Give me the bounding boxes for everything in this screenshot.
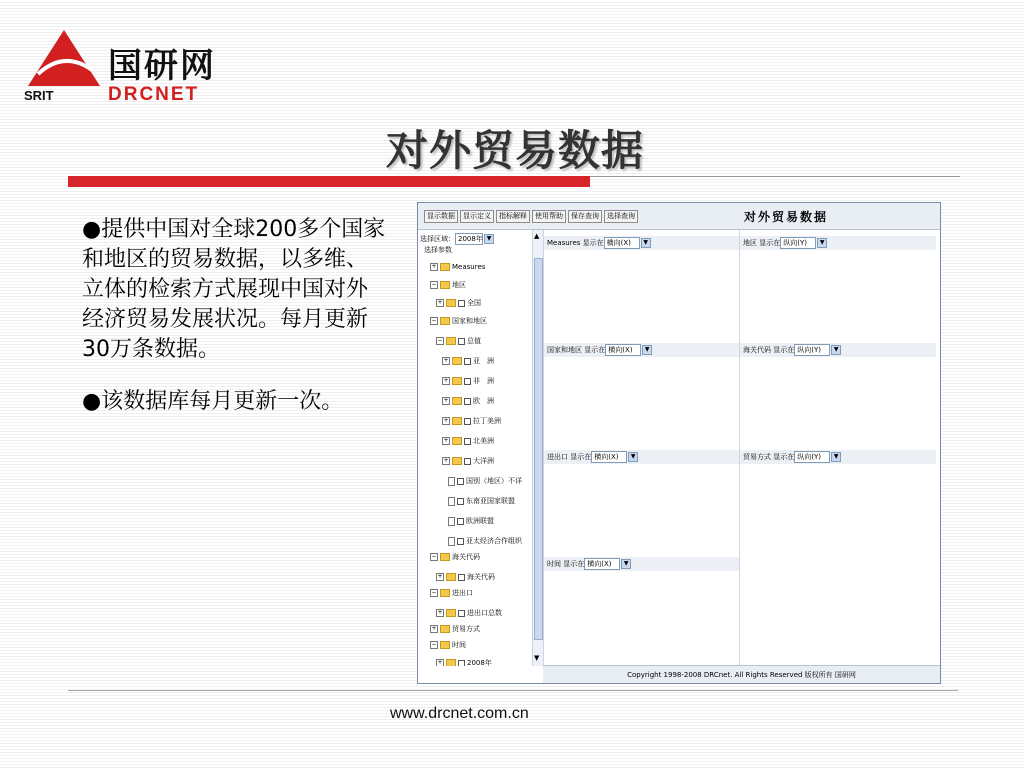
tree-node-asean[interactable]: 东南亚国家联盟 [448,496,515,506]
tree-node-north-america[interactable]: + 北美洲 [443,437,494,445]
panel-header: 地区 显示在 纵向(Y) ▼ [740,236,936,250]
expand-icon[interactable]: + [443,437,449,444]
tree-node-region[interactable]: − 地区 [431,281,466,289]
show-data-button[interactable]: 显示数据 [424,210,458,223]
dimension-panel-time [543,551,740,665]
expand-icon[interactable]: + [443,377,449,384]
tree-node-europe[interactable]: + 欧 洲 [443,397,494,405]
axis-select[interactable]: 横向(X) [604,237,640,249]
chevron-down-icon[interactable]: ▼ [817,238,827,248]
axis-select[interactable]: 横向(X) [591,451,627,463]
tree-node-trade-mode[interactable]: + 贸易方式 [431,625,480,633]
panel-header: 进出口 显示在 横向(X) ▼ [544,450,740,464]
chevron-down-icon[interactable]: ▼ [641,238,651,248]
folder-icon [446,609,456,617]
chevron-down-icon[interactable]: ▼ [831,345,841,355]
folder-icon [452,377,462,385]
checkbox[interactable] [458,610,465,617]
footer-divider [68,690,958,691]
logo-cn-text: 国研网 [108,46,216,86]
tree-node-apec[interactable]: 亚太经济合作组织 [448,536,522,546]
tree-header: 选择参数 [424,246,452,254]
indicator-explain-button[interactable]: 指标解释 [496,210,530,223]
collapse-icon[interactable]: − [437,337,443,344]
collapse-icon[interactable]: − [431,589,437,596]
checkbox[interactable] [457,498,464,505]
srit-triangle-logo-icon [28,30,100,90]
expand-icon[interactable]: + [443,417,449,424]
expand-icon[interactable]: + [437,573,443,580]
expand-icon[interactable]: + [431,263,437,270]
dimension-panel-import-export [543,444,740,551]
axis-select[interactable]: 纵向(Y) [794,451,830,463]
help-button[interactable]: 使用帮助 [532,210,566,223]
dimension-panel-trade-mode [739,444,936,551]
scroll-down-icon[interactable]: ▼ [534,654,540,662]
bullet-item: ●提供中国对全球200多个国家和地区的贸易数据，以多维、立体的检索方式展现中国对外经济贸易发展状况。每月更新30万条数据。 [82,217,386,362]
checkbox[interactable] [458,300,465,307]
checkbox[interactable] [464,418,471,425]
folder-icon [440,625,450,633]
expand-icon[interactable]: + [443,457,449,464]
slide-title: 对外贸易数据 [386,126,645,175]
dimension-panel-customs-code [739,337,936,444]
tree-node-africa[interactable]: + 非 洲 [443,377,494,385]
chevron-down-icon[interactable]: ▼ [628,452,638,462]
checkbox[interactable] [457,518,464,525]
page-icon [448,477,455,486]
bullet-list [82,215,387,439]
tree-node-countries[interactable]: − 国家和地区 [431,317,487,325]
chevron-down-icon[interactable]: ▼ [621,559,631,569]
tree-node-2008[interactable]: + 2008年 [437,659,492,666]
tree-node-import-export[interactable]: − 进出口 [431,589,473,597]
chevron-down-icon[interactable]: ▼ [484,234,494,244]
tree-node-import-export-total[interactable]: + 进出口总数 [437,609,502,617]
folder-icon [440,553,450,561]
panel-header: Measures 显示在 横向(X) ▼ [544,236,740,250]
title-underline-grey [590,176,960,177]
checkbox[interactable] [458,338,465,345]
tree-node-eu[interactable]: 欧洲联盟 [448,516,494,526]
folder-icon [446,299,456,307]
tree-node-oceania[interactable]: + 大洋洲 [443,457,494,465]
save-query-button[interactable]: 保存查询 [568,210,602,223]
dimension-panel-region [739,230,936,337]
show-definition-button[interactable]: 显示定义 [460,210,494,223]
folder-icon [440,641,450,649]
checkbox[interactable] [458,574,465,581]
dimension-panel-countries [543,337,740,444]
collapse-icon[interactable]: − [431,281,437,288]
expand-icon[interactable]: + [443,397,449,404]
tree-node-measures[interactable]: + Measures [431,263,486,271]
region-label: 选择区域： [420,235,455,243]
expand-icon[interactable]: + [431,625,437,632]
chevron-down-icon[interactable]: ▼ [642,345,652,355]
logo-drcnet-text: DRCNET [108,84,200,105]
checkbox[interactable] [464,438,471,445]
page-icon [448,517,455,526]
folder-icon [446,573,456,581]
checkbox[interactable] [464,378,471,385]
title-underline-red [68,176,590,187]
tree-node-asia[interactable]: + 亚 洲 [443,357,494,365]
folder-icon [440,317,450,325]
panel-header: 贸易方式 显示在 纵向(Y) ▼ [740,450,936,464]
tree-node-total[interactable]: − 总值 [437,337,481,345]
tree-node-unknown-country[interactable]: 国别（地区）不详 [448,476,522,486]
axis-select[interactable]: 纵向(Y) [794,344,830,356]
site-url: www.drcnet.com.cn [390,705,529,722]
axis-select[interactable]: 纵向(Y) [780,237,816,249]
checkbox[interactable] [464,358,471,365]
folder-icon [440,263,450,271]
collapse-icon[interactable]: − [431,317,437,324]
expand-icon[interactable]: + [437,659,443,666]
app-footer: Copyright 1998-2008 DRCnet. All Rights Reserved 版权所有 国研网 [543,665,940,684]
folder-icon [452,437,462,445]
expand-icon[interactable]: + [443,357,449,364]
panel-header: 国家和地区 显示在 横向(X) ▼ [544,343,740,357]
expand-icon[interactable]: + [437,609,443,616]
scroll-up-icon[interactable]: ▲ [534,232,540,240]
page-icon [448,537,455,546]
tree-node-customs-code-child[interactable]: + 海关代码 [437,573,495,581]
tree-node-latin-america[interactable]: + 拉丁美洲 [443,417,501,425]
dimension-panel-empty [739,551,940,665]
panel-header: 海关代码 显示在 纵向(Y) ▼ [740,343,936,357]
logo-srit-text: SRIT [24,88,54,103]
panel-header: 时间 显示在 横向(X) ▼ [544,557,740,571]
folder-icon [446,659,456,666]
folder-icon [440,589,450,597]
region-select[interactable]: 2008年 [455,233,483,245]
folder-icon [452,357,462,365]
tree-node-customs-code[interactable]: − 海关代码 [431,553,480,561]
axis-select[interactable]: 横向(X) [605,344,641,356]
folder-icon [440,281,450,289]
folder-icon [452,457,462,465]
scrollbar-thumb[interactable] [534,258,543,640]
collapse-icon[interactable]: − [431,641,437,648]
checkbox[interactable] [464,458,471,465]
tree-node-nationwide[interactable]: + 全国 [437,299,481,307]
embedded-app-screenshot [417,202,941,684]
axis-select[interactable]: 横向(X) [584,558,620,570]
bullet-item: ●该数据库每月更新一次。 [82,389,344,414]
app-toolbar [418,203,940,230]
drcnet-logo [24,30,244,110]
collapse-icon[interactable]: − [431,553,437,560]
select-query-button[interactable]: 选择查询 [604,210,638,223]
tree-node-time[interactable]: − 时间 [431,641,466,649]
folder-icon [452,417,462,425]
expand-icon[interactable]: + [437,299,443,306]
checkbox[interactable] [457,538,464,545]
tree-scrollbar[interactable] [532,230,543,666]
folder-icon [452,397,462,405]
checkbox[interactable] [458,660,465,667]
chevron-down-icon[interactable]: ▼ [831,452,841,462]
parameter-tree-panel [418,230,544,666]
checkbox[interactable] [464,398,471,405]
page-icon [448,497,455,506]
checkbox[interactable] [457,478,464,485]
app-title: 对外贸易数据 [744,210,829,224]
dimension-panel-measures [543,230,740,337]
folder-icon [446,337,456,345]
region-selector [420,233,494,243]
